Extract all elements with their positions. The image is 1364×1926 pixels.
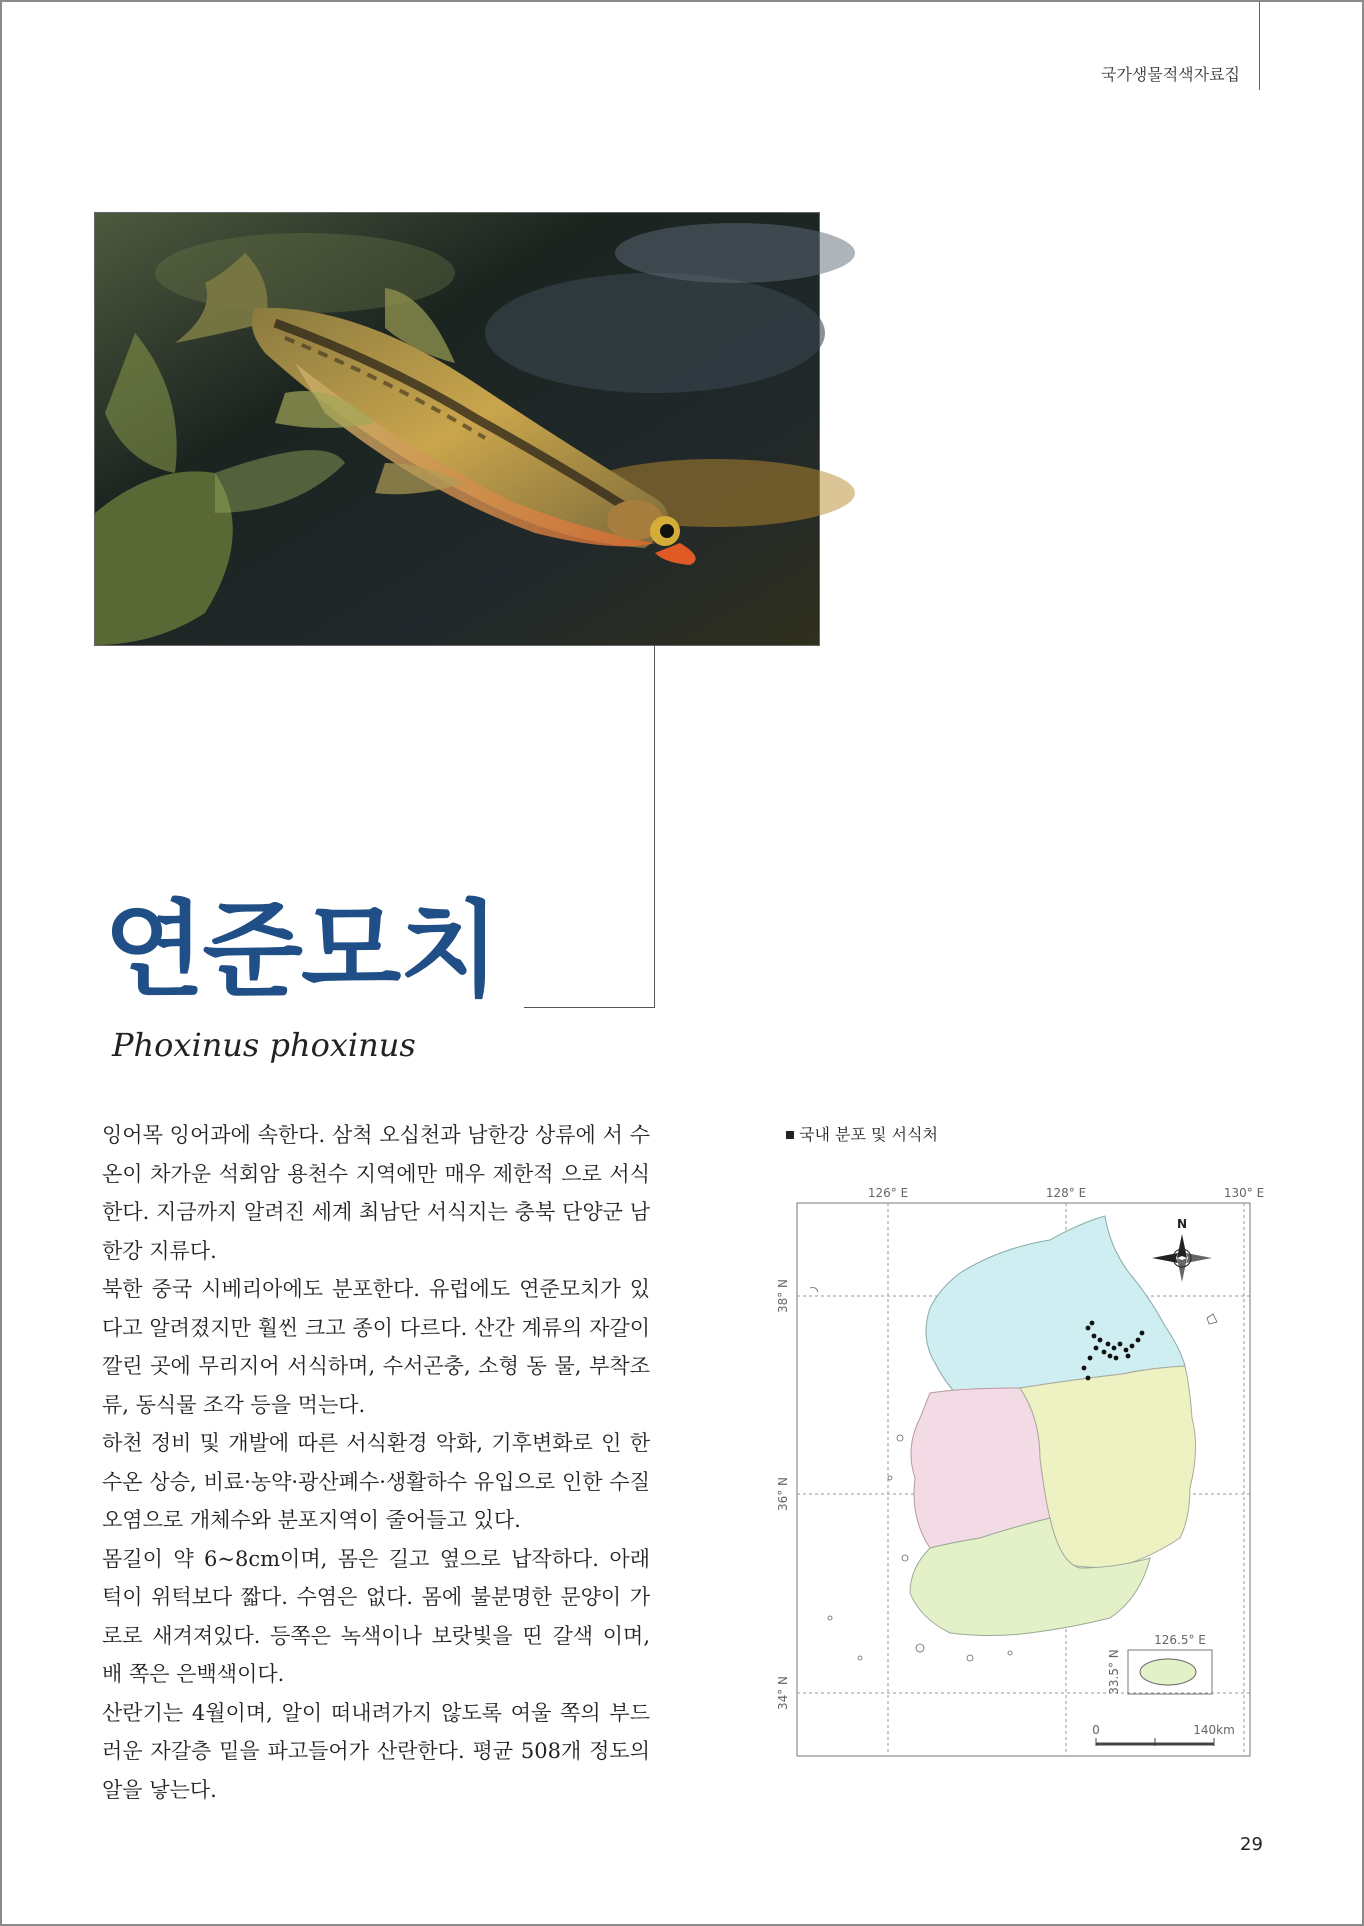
jeju-island [1140,1659,1196,1685]
lon-label: 128° E [1045,1186,1087,1200]
description-paragraph: 북한 중국 시베리아에도 분포한다. 유럽에도 연준모치가 있다고 알려졌지만 훨씬 크고 종이 다르다. 산간 계류의 자갈이 깔린 곳에 무리지어 서식하며, 수서곤충, 소형 동 물, 부착조류, 동식물 조각 등을 먹는다. [102,1277,650,1417]
lat-label: 36° N [776,1476,790,1512]
korea-map [770,1178,1265,1768]
species-description [102,1116,650,1809]
header-rule [1259,2,1260,90]
inset-lat-label: 33.5° N [1107,1649,1121,1695]
species-scientific-name: Phoxinus phoxinus [112,1026,416,1064]
scale-end-label: 140km [1193,1723,1235,1737]
lat-label: 34° N [776,1675,790,1711]
map-caption [786,1122,938,1145]
description-paragraph: 몸길이 약 6~8cm이며, 몸은 길고 옆으로 납작하다. 아래 턱이 위턱보다 짧다. 수염은 없다. 몸에 불분명한 문양이 가로로 새겨져있다. 등쪽은 녹색이나 보랏빛을 띤 갈색 이며, 배 쪽은 은백색이다. [102,1546,650,1686]
connector-horizontal-line [524,1007,655,1008]
inset-lon-label: 126.5° E [1154,1633,1206,1647]
north-label: N [1176,1217,1188,1231]
description-paragraph: 잉어목 잉어과에 속한다. 삼척 오십천과 남한강 상류에 서 수온이 차가운 석회암 용천수 지역에만 매우 제한적 으로 서식한다. 지금까지 알려진 세계 최남단 서식지는 충북 단양군 남한강 지류다. [102,1123,650,1263]
running-header: 국가생물적색자료집 [1100,65,1240,84]
fish-photo-illustration [95,213,819,645]
description-paragraph: 산란기는 4월이며, 알이 떠내려가지 않도록 여울 쪽의 부드러운 자갈층 밑을 파고들어가 산란한다. 평균 508개 정도의 알을 낳는다. [102,1700,650,1802]
species-korean-name: 연준모치 [104,889,498,1011]
page-number: 29 [1240,1834,1263,1855]
square-bullet-icon [786,1131,794,1139]
connector-vertical-line [654,645,655,1008]
map-caption-text: 국내 분포 및 서식처 [799,1125,938,1144]
description-paragraph: 하천 정비 및 개발에 따른 서식환경 악화, 기후변화로 인 한 수온 상승, 비료·농약·광산폐수·생활하수 유입으로 인한 수질오염으로 개체수와 분포지역이 줄어들고 있다. [102,1431,650,1532]
lon-label: 130° E [1223,1186,1265,1200]
lon-label: 126° E [867,1186,909,1200]
fish-photo [94,212,820,646]
lat-label: 38° N [776,1278,790,1314]
scale-start-label: 0 [1092,1723,1100,1737]
distribution-map [770,1178,1265,1768]
